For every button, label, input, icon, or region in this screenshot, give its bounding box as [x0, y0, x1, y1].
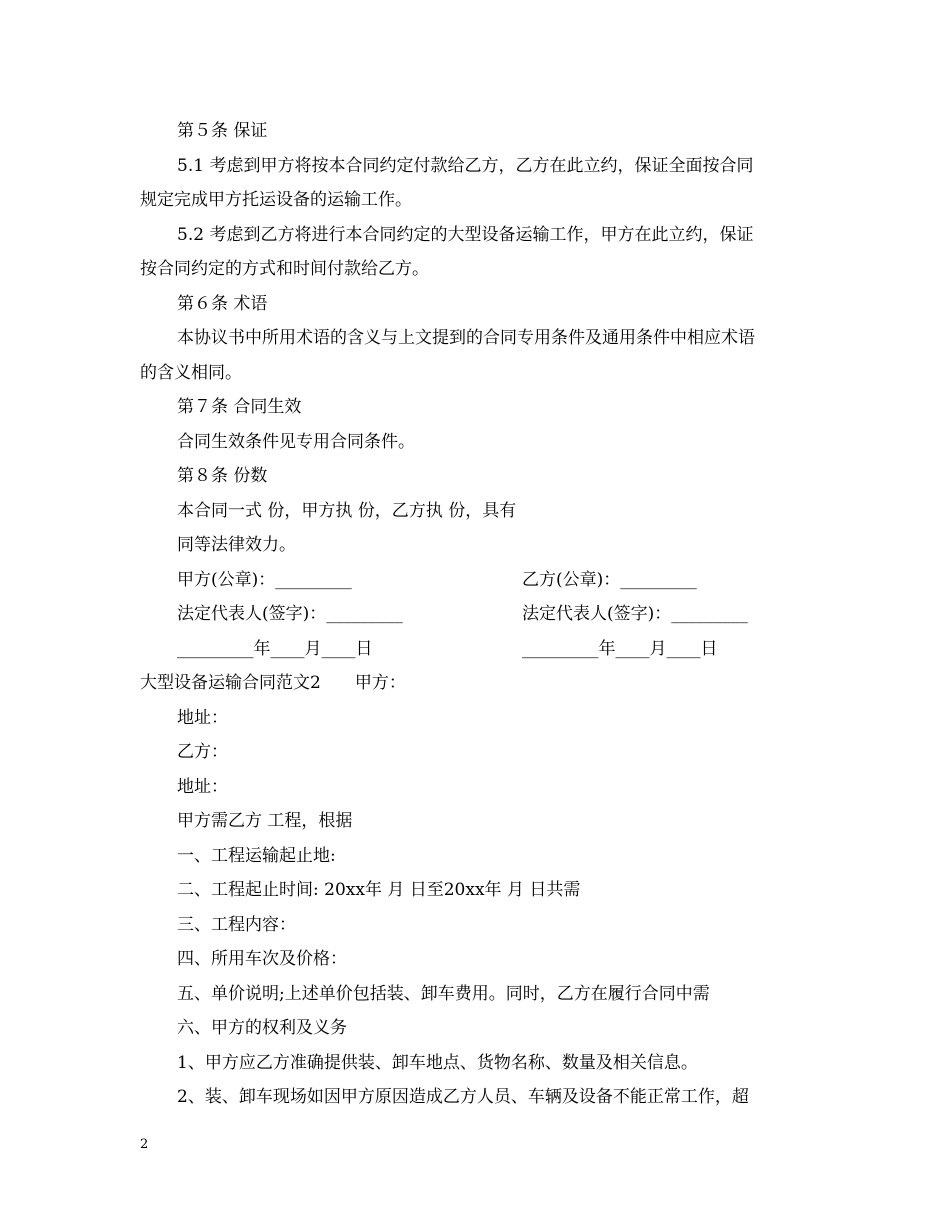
paragraph-line: 的含义相同。 [140, 363, 242, 383]
paragraph-line: 本合同一式 份，甲方执 份，乙方执 份，具有 [177, 501, 517, 521]
party-a-seal-field: 甲方(公章)：_________ [177, 570, 352, 590]
paragraph-line: 规定完成甲方托运设备的运输工作。 [140, 190, 412, 210]
party-a-representative-field: 法定代表人(签字)：_________ [177, 604, 403, 624]
paragraph-line: 5.2 考虑到乙方将进行本合同约定的大型设备运输工作，甲方在此立约，保证 [177, 225, 754, 245]
paragraph-line: 地址： [177, 777, 228, 797]
paragraph-line: 乙方： [177, 742, 228, 762]
paragraph-line: 甲方需乙方 工程，根据 [177, 811, 353, 831]
paragraph-line: 同等法律效力。 [177, 535, 296, 555]
paragraph-line: 二、工程起止时间: 20xx年 月 日至20xx年 月 日共需 [177, 880, 581, 900]
paragraph-line: 按合同约定的方式和时间付款给乙方。 [140, 259, 429, 279]
paragraph-line: 1、甲方应乙方准确提供装、卸车地点、货物名称、数量及相关信息。 [177, 1053, 698, 1073]
page-number: 2 [140, 1137, 149, 1152]
party-b-representative-field: 法定代表人(签字)：_________ [522, 604, 748, 624]
paragraph-line: 六、甲方的权利及义务 [177, 1018, 347, 1038]
paragraph-line: 一、工程运输起止地: [177, 846, 336, 866]
paragraph-line: 地址： [177, 708, 228, 728]
paragraph-line: 2、装、卸车现场如因甲方原因造成乙方人员、车辆及设备不能正常工作，超 [177, 1087, 749, 1107]
paragraph-line: 合同生效条件见专用合同条件。 [177, 432, 415, 452]
section-2-title: 大型设备运输合同范文2 甲方： [140, 673, 406, 693]
paragraph-line: 5.1 考虑到甲方将按本合同约定付款给乙方，乙方在此立约，保证全面按合同 [177, 156, 754, 176]
party-b-date-field: _________年____月____日 [522, 639, 718, 659]
article-8-heading: 第８条 份数 [177, 466, 268, 486]
article-5-heading: 第５条 保证 [177, 121, 268, 141]
party-a-date-field: _________年____月____日 [177, 639, 373, 659]
paragraph-line: 本协议书中所用术语的含义与上文提到的合同专用条件及通用条件中相应术语 [177, 328, 755, 348]
article-6-heading: 第６条 术语 [177, 294, 268, 314]
paragraph-line: 三、工程内容： [177, 915, 296, 935]
paragraph-line: 五、单价说明;上述单价包括装、卸车费用。同时，乙方在履行合同中需 [177, 984, 710, 1004]
paragraph-line: 四、所用车次及价格： [177, 949, 347, 969]
article-7-heading: 第７条 合同生效 [177, 397, 302, 417]
party-b-seal-field: 乙方(公章)：_________ [522, 570, 697, 590]
